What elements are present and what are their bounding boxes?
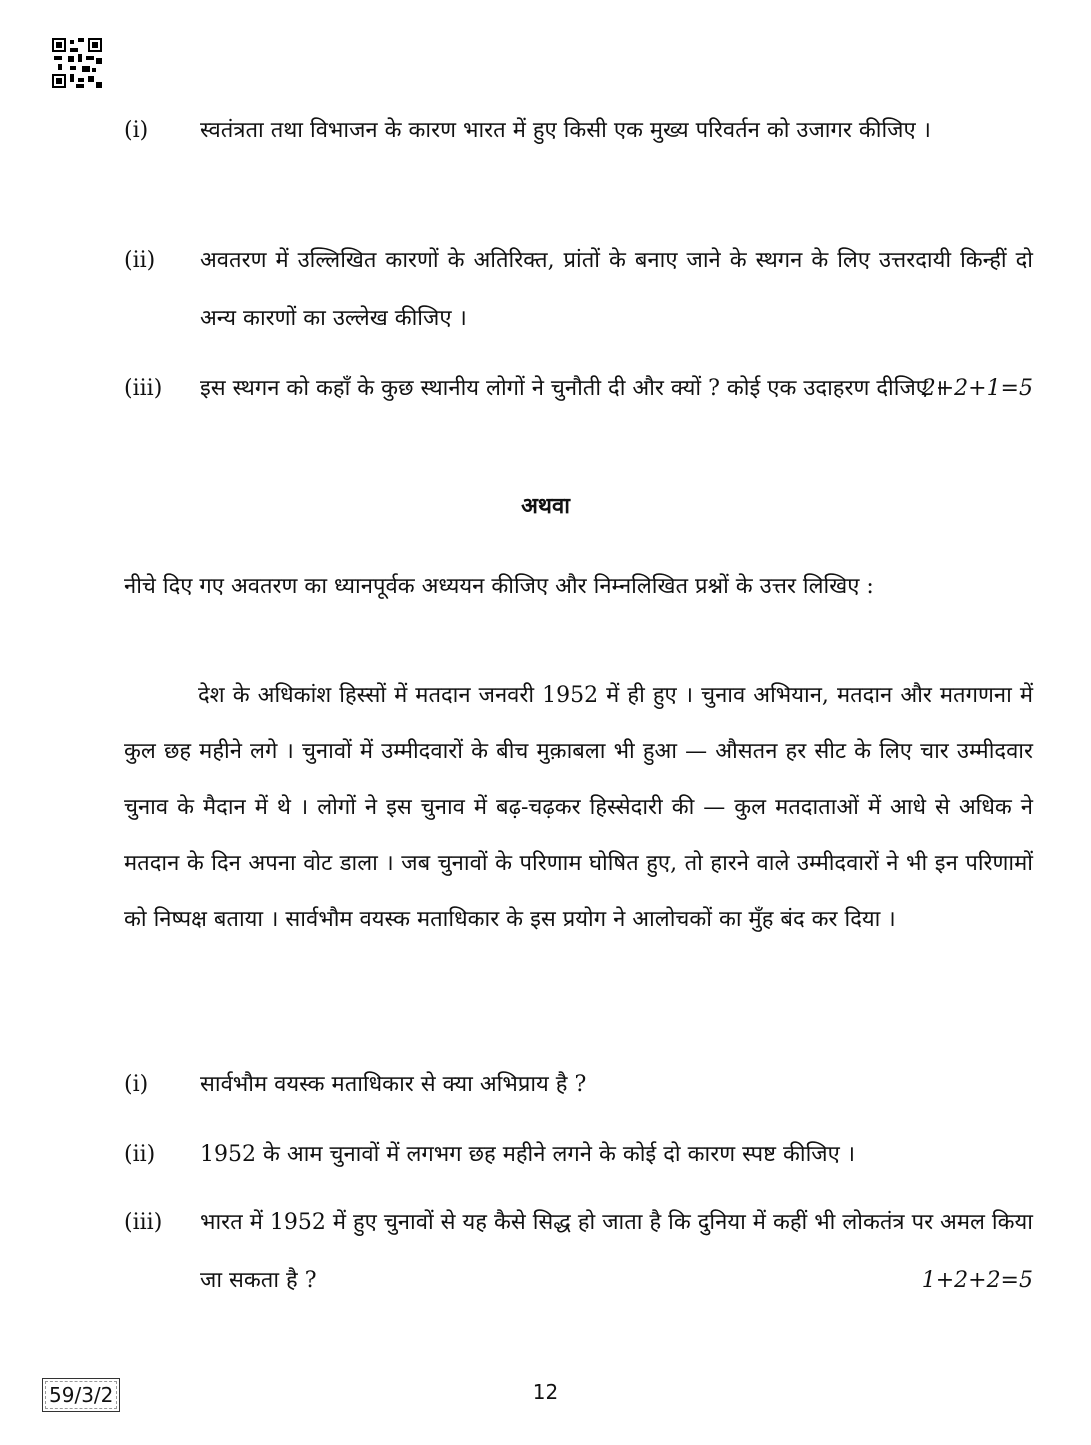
question-item — [124, 360, 1033, 418]
page-number: 12 — [532, 1380, 559, 1404]
question-item — [124, 1194, 1033, 1310]
question-number: (iii) — [124, 1210, 163, 1235]
question-item — [124, 1126, 1033, 1184]
question-number: (ii) — [124, 1142, 156, 1167]
question-text: सार्वभौम वयस्क मताधिकार से क्या अभिप्राय है ? — [200, 1072, 587, 1097]
question-number: (i) — [124, 118, 149, 143]
question-text: इस स्थगन को कहाँ के कुछ स्थानीय लोगों ने चुनौती दी और क्यों ? कोई एक उदाहरण दीजिए । — [200, 376, 944, 401]
marks-label: 1+2+2=5 — [921, 1268, 1033, 1293]
passage-text: देश के अधिकांश हिस्सों में मतदान जनवरी 1952 में ही हुए । चुनाव अभियान, मतदान और मतगणना में कुल छह महीने लगे । चुनावों में उम्मीदवारों के बीच मुक़ाबला भी हुआ — औसतन हर सीट के लिए चार उम्मीदवार चुनाव के मैदान में थे । लोगों ने इस चुनाव में बढ़-चढ़कर हिस्सेदारी की — कुल मतदाताओं में आधे से अधिक ने मतदान के दिन अपना वोट डाला । जब चुनावों के परिणाम घोषित हुए, तो हारने वाले उम्मीदवारों ने भी इन परिणामों को निष्पक्ष बताया । सार्वभौम वयस्क मताधिकार के इस प्रयोग ने आलोचकों का मुँह बंद कर दिया । — [124, 683, 1033, 932]
paper-code: 59/3/2 — [42, 1378, 120, 1412]
qr-code-icon — [52, 38, 102, 88]
question-item — [124, 102, 1033, 160]
question-number: (iii) — [124, 376, 163, 401]
question-item — [124, 1056, 1033, 1114]
instruction-text: नीचे दिए गए अवतरण का ध्यानपूर्वक अध्ययन कीजिए और निम्नलिखित प्रश्नों के उत्तर लिखिए : — [124, 574, 874, 599]
question-item — [124, 232, 1033, 348]
question-number: (ii) — [124, 248, 156, 273]
or-heading: अथवा — [521, 493, 570, 519]
marks-label: 2+2+1=5 — [921, 376, 1033, 401]
question-text: अवतरण में उल्लिखित कारणों के अतिरिक्त, प्रांतों के बनाए जाने के स्थगन के लिए उत्तरदायी किन्हीं दो अन्य कारणों का उल्लेख कीजिए । — [200, 248, 1033, 331]
question-text: 1952 के आम चुनावों में लगभग छह महीने लगने के कोई दो कारण स्पष्ट कीजिए । — [200, 1142, 856, 1167]
question-number: (i) — [124, 1072, 149, 1097]
question-text: भारत में 1952 में हुए चुनावों से यह कैसे सिद्ध हो जाता है कि दुनिया में कहीं भी लोकतंत्र पर अमल किया जा सकता है ? — [200, 1210, 1033, 1293]
question-text: स्वतंत्रता तथा विभाजन के कारण भारत में हुए किसी एक मुख्य परिवर्तन को उजागर कीजिए । — [200, 118, 931, 143]
